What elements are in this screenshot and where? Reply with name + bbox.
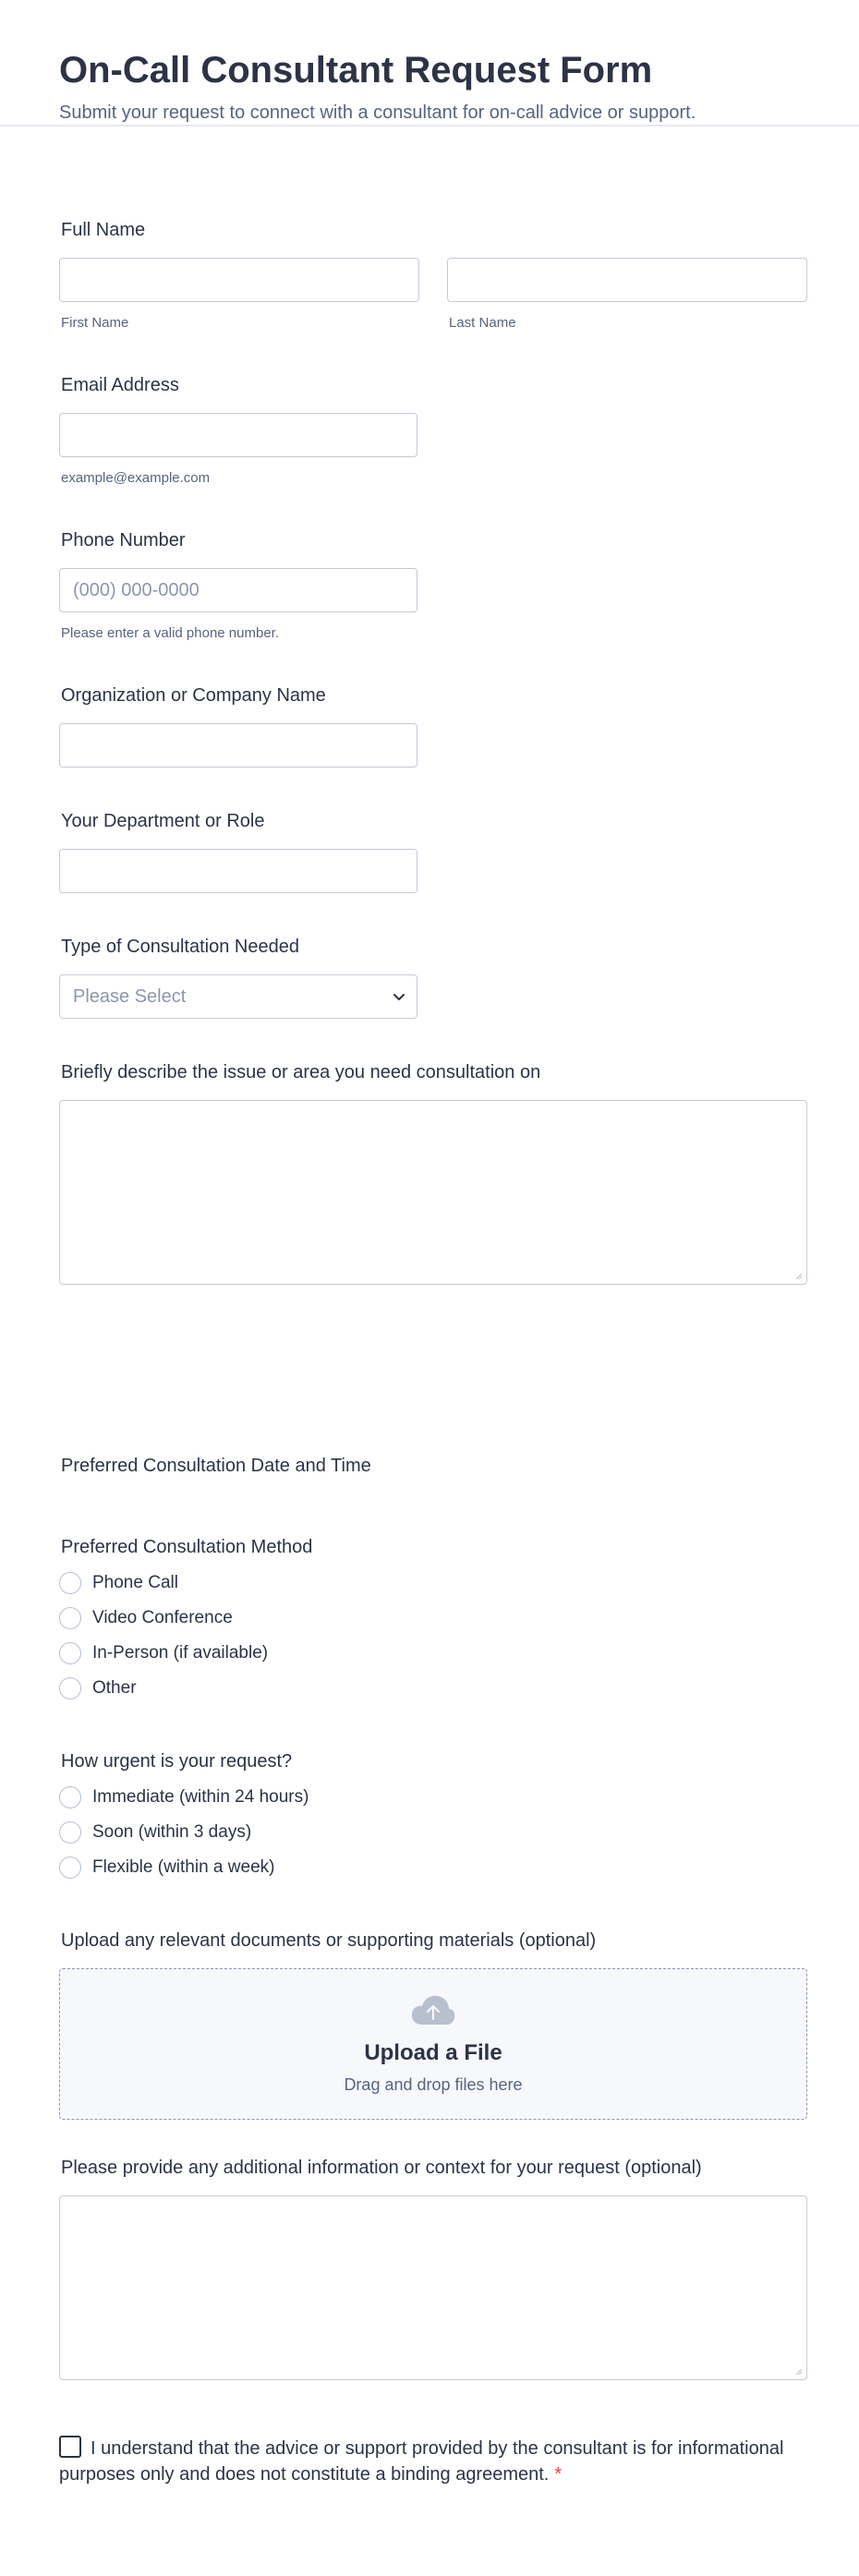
urgency-option-flexible[interactable] bbox=[59, 1850, 807, 1885]
full-name-field bbox=[59, 217, 807, 331]
issue-field bbox=[59, 1059, 807, 1285]
method-option-in-person[interactable] bbox=[59, 1636, 807, 1671]
radio-button[interactable] bbox=[59, 1821, 81, 1844]
urgency-option-label: Immediate (within 24 hours) bbox=[92, 1787, 309, 1807]
form-header bbox=[0, 0, 859, 127]
urgency-option-label: Soon (within 3 days) bbox=[92, 1822, 252, 1842]
cloud-upload-icon bbox=[410, 1993, 456, 2026]
file-upload-dropzone[interactable] bbox=[59, 1968, 807, 2120]
department-input[interactable] bbox=[59, 849, 417, 893]
urgency-option-label: Flexible (within a week) bbox=[92, 1857, 275, 1877]
organization-label: Organization or Company Name bbox=[61, 685, 326, 706]
consultation-type-select[interactable] bbox=[59, 974, 417, 1019]
date-time-field bbox=[59, 1453, 807, 1479]
radio-button[interactable] bbox=[59, 1642, 81, 1664]
radio-button[interactable] bbox=[59, 1786, 81, 1808]
agreement-text-block bbox=[59, 2436, 807, 2487]
page-title: On-Call Consultant Request Form bbox=[59, 50, 653, 91]
first-name-sublabel: First Name bbox=[61, 315, 129, 331]
urgency-label: How urgent is your request? bbox=[61, 1751, 293, 1772]
email-input[interactable] bbox=[59, 413, 417, 457]
date-time-label: Preferred Consultation Date and Time bbox=[61, 1456, 371, 1476]
urgency-option-soon[interactable] bbox=[59, 1815, 807, 1850]
consultation-type-value: Please Select bbox=[59, 974, 417, 1019]
agreement-checkbox[interactable] bbox=[59, 2436, 81, 2458]
additional-info-field bbox=[59, 2155, 807, 2380]
urgency-option-immediate[interactable] bbox=[59, 1780, 807, 1815]
email-label: Email Address bbox=[61, 375, 179, 395]
resize-handle-icon[interactable] bbox=[793, 2366, 803, 2376]
method-option-label: Video Conference bbox=[92, 1608, 233, 1627]
last-name-sublabel: Last Name bbox=[449, 315, 516, 331]
method-option-label: Phone Call bbox=[92, 1573, 178, 1592]
radio-button[interactable] bbox=[59, 1856, 81, 1879]
phone-label: Phone Number bbox=[61, 530, 186, 550]
chevron-down-icon bbox=[392, 989, 406, 1004]
organization-input[interactable] bbox=[59, 723, 417, 768]
consultation-type-label: Type of Consultation Needed bbox=[61, 937, 299, 957]
radio-button[interactable] bbox=[59, 1607, 81, 1629]
method-option-video-conference[interactable] bbox=[59, 1601, 807, 1636]
urgency-field bbox=[59, 1748, 807, 1885]
radio-button[interactable] bbox=[59, 1572, 81, 1594]
department-field bbox=[59, 808, 807, 893]
method-option-phone-call[interactable] bbox=[59, 1566, 807, 1601]
first-name-input[interactable] bbox=[59, 258, 419, 302]
agreement-text: I understand that the advice or support provided by the consultant is for informational purposes only and does not constitute a binding agreement. bbox=[59, 2438, 784, 2485]
upload-title: Upload a File bbox=[364, 2040, 502, 2065]
page-subtitle: Submit your request to connect with a consultant for on-call advice or support. bbox=[59, 103, 696, 123]
consultation-type-field bbox=[59, 934, 807, 1019]
issue-label: Briefly describe the issue or area you need consultation on bbox=[61, 1062, 541, 1082]
required-mark: * bbox=[554, 2464, 563, 2485]
method-option-label: Other bbox=[92, 1678, 137, 1698]
email-field bbox=[59, 372, 807, 486]
additional-info-textarea[interactable] bbox=[59, 2195, 807, 2380]
phone-input[interactable]: (000) 000-0000 bbox=[59, 568, 417, 612]
upload-subtitle: Drag and drop files here bbox=[344, 2075, 523, 2094]
phone-field bbox=[59, 527, 807, 641]
organization-field bbox=[59, 683, 807, 768]
method-option-label: In-Person (if available) bbox=[92, 1643, 269, 1663]
additional-info-label: Please provide any additional information or context for your request (optional) bbox=[61, 2158, 702, 2178]
radio-button[interactable] bbox=[59, 1677, 81, 1699]
method-label: Preferred Consultation Method bbox=[61, 1537, 313, 1557]
issue-textarea[interactable] bbox=[59, 1100, 807, 1285]
department-label: Your Department or Role bbox=[61, 811, 265, 831]
phone-sublabel: Please enter a valid phone number. bbox=[61, 625, 279, 641]
last-name-input[interactable] bbox=[447, 258, 807, 302]
method-field bbox=[59, 1534, 807, 1706]
upload-field bbox=[59, 1928, 807, 2120]
resize-handle-icon[interactable] bbox=[793, 1271, 803, 1280]
method-option-other[interactable] bbox=[59, 1671, 807, 1706]
email-sublabel: example@example.com bbox=[61, 470, 211, 486]
full-name-label: Full Name bbox=[61, 220, 146, 240]
agreement-field bbox=[59, 2436, 807, 2487]
upload-label: Upload any relevant documents or supporting materials (optional) bbox=[61, 1930, 597, 1951]
